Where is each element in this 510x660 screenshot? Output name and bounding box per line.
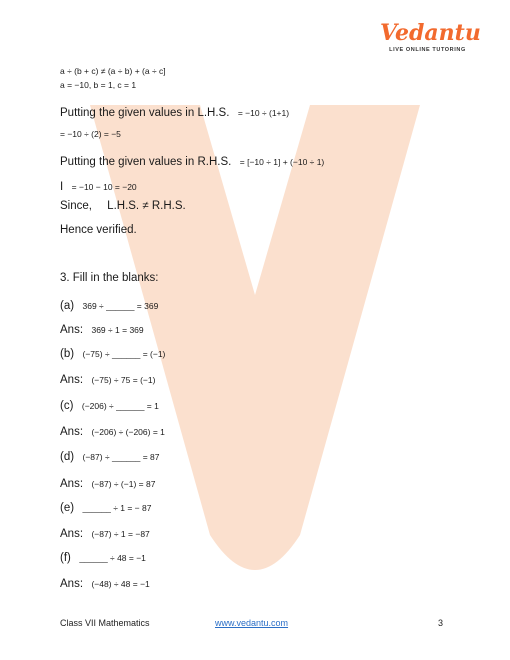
item-f bbox=[60, 548, 146, 566]
answer-label: Ans: bbox=[60, 324, 84, 336]
item-d bbox=[60, 447, 160, 465]
item-expression: 369 ÷ ______ = 369 bbox=[82, 301, 159, 311]
logo-tagline: LIVE ONLINE TUTORING bbox=[389, 47, 466, 53]
answer-a bbox=[60, 320, 144, 338]
item-expression: (−206) ÷ ______ = 1 bbox=[81, 401, 159, 411]
answer-label: Ans: bbox=[60, 374, 84, 386]
vedantu-logo[interactable] bbox=[380, 20, 481, 58]
lhs-line bbox=[60, 103, 289, 121]
rhs-expression: = [−10 ÷ 1] + (−10 ÷ 1) bbox=[239, 157, 325, 167]
answer-b bbox=[60, 370, 155, 388]
answer-expression: (−48) ÷ 48 = −1 bbox=[91, 579, 150, 589]
lhs-label: Putting the given values in L.H.S. bbox=[60, 107, 230, 119]
rhs-result-line bbox=[60, 177, 137, 195]
rhs-result: = −10 − 10 = −20 bbox=[71, 182, 137, 192]
answer-e bbox=[60, 524, 150, 542]
item-label: (a) bbox=[60, 300, 75, 312]
since-text: L.H.S. ≠ R.H.S. bbox=[107, 200, 186, 212]
verified-line: Hence verified. bbox=[60, 224, 137, 236]
item-expression: ______ ÷ 48 = −1 bbox=[79, 553, 146, 563]
logo-text: Vedantu bbox=[380, 20, 481, 46]
item-label: (f) bbox=[60, 552, 71, 564]
rhs-result-prefix: I bbox=[60, 181, 64, 193]
lhs-result: = −10 ÷ (2) = −5 bbox=[60, 129, 121, 139]
item-c bbox=[60, 396, 159, 414]
item-label: (e) bbox=[60, 502, 75, 514]
answer-expression: (−87) ÷ (−1) = 87 bbox=[91, 479, 156, 489]
answer-label: Ans: bbox=[60, 528, 84, 540]
lhs-expression: = −10 ÷ (1+1) bbox=[237, 108, 290, 118]
since-label: Since, bbox=[60, 200, 92, 212]
item-a bbox=[60, 296, 158, 314]
footer-website-link[interactable]: www.vedantu.com bbox=[215, 618, 289, 628]
since-line bbox=[60, 200, 186, 212]
item-b bbox=[60, 344, 165, 362]
item-expression: (−75) ÷ ______ = (−1) bbox=[82, 349, 166, 359]
item-expression: ______ ÷ 1 = − 87 bbox=[82, 503, 152, 513]
values-line: a = −10, b = 1, c = 1 bbox=[60, 80, 137, 90]
answer-expression: (−206) ÷ (−206) = 1 bbox=[91, 427, 165, 437]
footer-subject: Class VII Mathematics bbox=[60, 618, 150, 628]
rhs-label: Putting the given values in R.H.S. bbox=[60, 156, 232, 168]
page-number: 3 bbox=[438, 618, 444, 628]
item-expression: (−87) ÷ ______ = 87 bbox=[82, 452, 160, 462]
rhs-line bbox=[60, 152, 324, 170]
answer-f bbox=[60, 574, 150, 592]
item-e bbox=[60, 498, 151, 516]
answer-label: Ans: bbox=[60, 478, 84, 490]
item-label: (b) bbox=[60, 348, 75, 360]
question-heading: 3. Fill in the blanks: bbox=[60, 272, 159, 284]
answer-label: Ans: bbox=[60, 426, 84, 438]
answer-expression: 369 ÷ 1 = 369 bbox=[91, 325, 144, 335]
answer-d bbox=[60, 474, 155, 492]
answer-expression: (−75) ÷ 75 = (−1) bbox=[91, 375, 156, 385]
equation-line: a ÷ (b + c) ≠ (a ÷ b) + (a ÷ c] bbox=[60, 66, 166, 76]
item-label: (d) bbox=[60, 451, 75, 463]
item-label: (c) bbox=[60, 400, 74, 412]
answer-label: Ans: bbox=[60, 578, 84, 590]
answer-c bbox=[60, 422, 165, 440]
answer-expression: (−87) ÷ 1 = −87 bbox=[91, 529, 150, 539]
